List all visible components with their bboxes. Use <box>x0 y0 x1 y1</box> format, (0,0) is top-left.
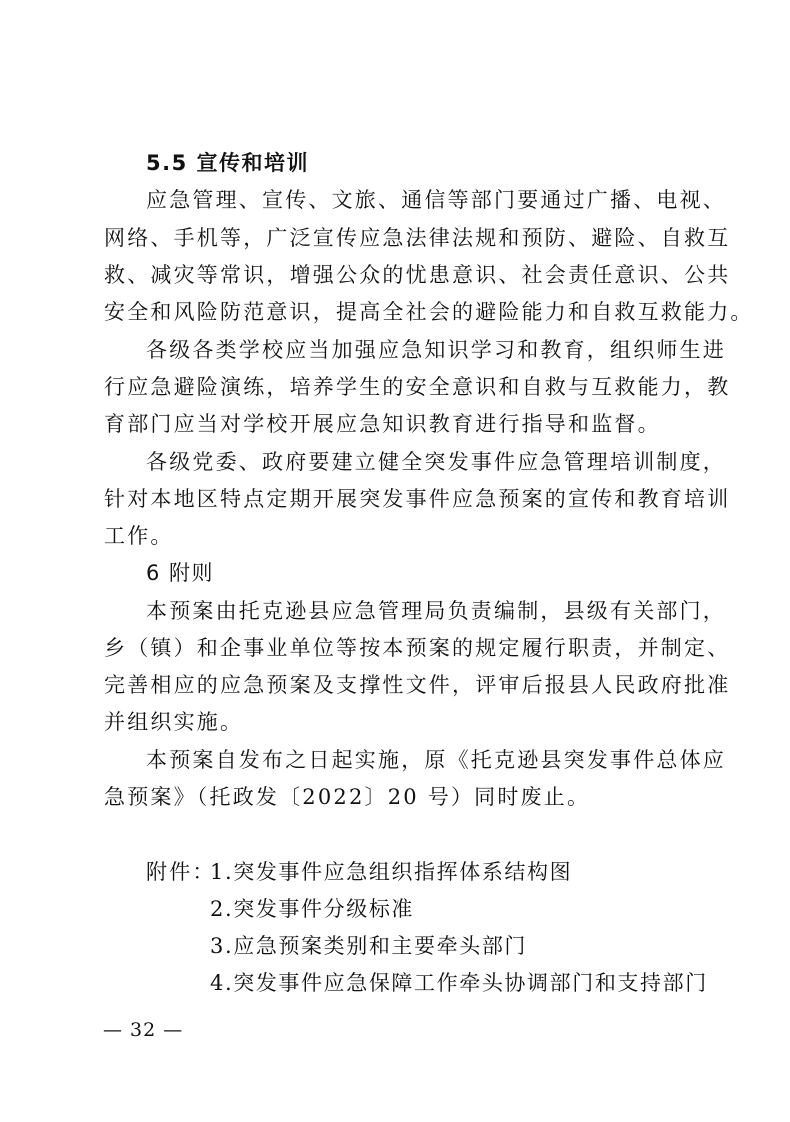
paragraph-line: 工作。 <box>104 524 174 548</box>
attachment-item: 1.突发事件应急组织指挥体系结构图 <box>210 860 573 884</box>
paragraph-line: 本预案自发布之日起实施，原《托克逊县突发事件总体应 <box>146 748 726 772</box>
paragraph-line: 针对本地区特点定期开展突发事件应急预案的宣传和教育培训 <box>104 487 731 511</box>
paragraph-line: 救、减灾等常识，增强公众的忧患意识、社会责任意识、公共 <box>104 263 731 287</box>
paragraph-line: 乡（镇）和企事业单位等按本预案的规定履行职责，并制定、 <box>104 636 731 660</box>
paragraph-line: 本预案由托克逊县应急管理局负责编制，县级有关部门， <box>146 599 726 623</box>
attachment-item: 3.应急预案类别和主要牵头部门 <box>210 934 528 958</box>
paragraph-line: 应急管理、宣传、文旅、通信等部门要通过广播、电视、 <box>146 188 726 212</box>
paragraph-line: 各级党委、政府要建立健全突发事件应急管理培训制度， <box>146 450 726 474</box>
paragraph-line: 完善相应的应急预案及支撑性文件，评审后报县人民政府批准 <box>104 673 731 697</box>
section-heading-6: 6 附则 <box>146 561 215 585</box>
attachment-item: 4.突发事件应急保障工作牵头协调部门和支持部门 <box>210 971 708 995</box>
paragraph-line: 并组织实施。 <box>104 710 244 734</box>
page-number: — 32 — <box>103 1019 184 1041</box>
section-heading-5-5: 5.5 宣传和培训 <box>146 151 310 175</box>
paragraph-line: 安全和风险防范意识，提高全社会的避险能力和自救互救能力。 <box>104 300 754 324</box>
paragraph-line: 行应急避险演练，培养学生的安全意识和自救与互救能力，教 <box>104 375 731 399</box>
attachment-item: 2.突发事件分级标准 <box>210 897 415 921</box>
paragraph-line: 各级各类学校应当加强应急知识学习和教育，组织师生进 <box>146 338 726 362</box>
paragraph-line: 育部门应当对学校开展应急知识教育进行指导和监督。 <box>104 412 661 436</box>
attachments-label: 附件： <box>146 860 216 884</box>
paragraph-line: 网络、手机等，广泛宣传应急法律法规和预防、避险、自救互 <box>104 226 731 250</box>
paragraph-line: 急预案》（托政发〔2022〕20 号）同时废止。 <box>104 785 591 809</box>
